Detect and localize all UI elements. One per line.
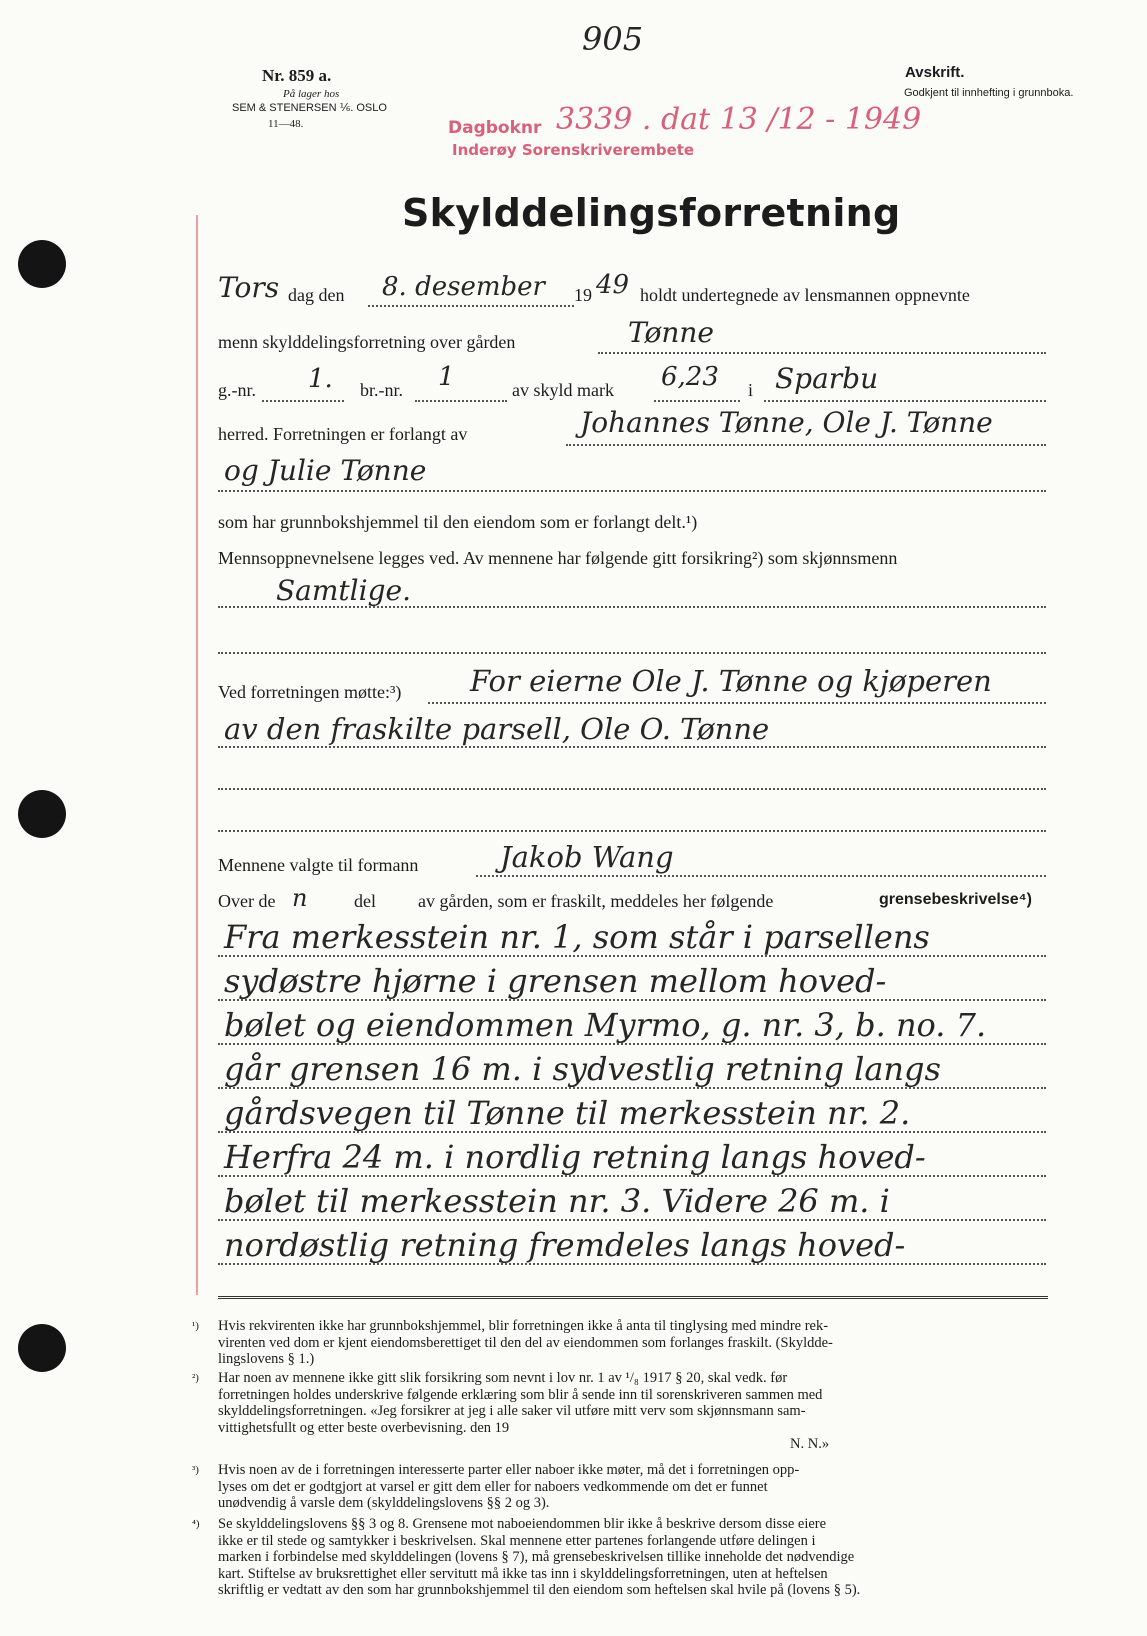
mote-handwritten-2: av den fraskilte parsell, Ole O. Tønne (224, 712, 770, 746)
footnote-2 (192, 1370, 1048, 1453)
footnote-2-line-4: vittighetsfullt og etter beste overbevisning. den 19 (218, 1419, 510, 1436)
printer-line-1: På lager hos (283, 88, 340, 100)
gnr-handwritten: 1. (308, 364, 333, 394)
requesters-handwritten-2: og Julie Tønne (224, 454, 427, 487)
year-prefix: 19 (574, 285, 592, 305)
dag-den-label: dag den (288, 285, 345, 305)
requesters-dotted-line-2 (218, 490, 1046, 492)
gnr-label: g.-nr. (218, 380, 256, 400)
brnr-label: br.-nr. (360, 380, 403, 400)
footnote-4-line-4: kart. Stiftelse av bruksrettighet eller servitutt må ikke tas inn i skylddelingsforretningen, uten at heftelsen (218, 1565, 828, 1582)
avskrift-label: Avskrift. (905, 64, 965, 81)
boundary-text-3: bølet og eiendommen Myrmo, g. nr. 3, b. no. 7. (224, 1006, 987, 1044)
boundary-text-6: Herfra 24 m. i nordlig retning langs hoved- (224, 1138, 926, 1176)
mote-dotted-line-2 (218, 746, 1046, 748)
footnote-3-line-3: unødvendig å varsle dem (skylddelingslovens §§ 2 og 3). (218, 1495, 550, 1511)
footnote-2-line-3: skylddelingsforretningen. «Jeg forsikrer at jeg i alle saker vil utføre mitt verv som skjønnsmann sam- (218, 1403, 806, 1419)
brnr-handwritten: 1 (438, 362, 455, 392)
footnote-4 (192, 1516, 1048, 1599)
formann-handwritten: Jakob Wang (500, 840, 674, 874)
farm-dotted-line (598, 352, 1046, 354)
blank-dotted-line-3 (218, 830, 1046, 832)
boundary-text-2: sydøstre hjørne i grensen mellom hoved- (224, 962, 887, 1000)
boundary-text-1: Fra merkesstein nr. 1, som står i parsellens (224, 918, 930, 956)
date-dotted-line (368, 305, 574, 307)
footnote-3 (192, 1462, 1048, 1512)
stamp-diary-label: Dagboknr (448, 118, 542, 138)
footnote-4-line-3: marken i forbindelse med skylddelingen (lovens § 7), må grensebeskrivelsen tillike inneholde det nødvendige (218, 1549, 855, 1565)
mote-dotted-line (428, 702, 1046, 704)
footnote-4-line-2: ikke er til stede og samtykker i beskrivelsen. Skal mennene etter partenes forlangende utføre delingen i (218, 1532, 816, 1549)
requesters-handwritten-1: Johannes Tønne, Ole J. Tønne (580, 406, 993, 439)
footnote-1 (192, 1318, 1048, 1368)
binder-hole-top (18, 240, 66, 288)
skyld-dotted-line (654, 400, 740, 402)
binder-hole-bottom (18, 1324, 66, 1372)
boundary-text-7: bølet til merkesstein nr. 3. Videre 26 m. i (224, 1182, 890, 1220)
form-number: Nr. 859 a. (262, 66, 332, 85)
boundary-text-5: gårdsvegen til Tønne til merkesstein nr. 2. (224, 1094, 911, 1132)
mote-text: Ved forretningen møtte:³) (218, 682, 402, 702)
menn-text: menn skylddelingsforretning over gården (218, 332, 516, 352)
footnote-1-line-2: virenten ved dom er kjent eiendomsberettiget til den del av eiendommen som forlanges fraskilt. (Skyldde- (218, 1334, 833, 1351)
approved-note: Godkjent til innhefting i grunnboka. (904, 87, 1074, 99)
skyld-label: av skyld mark (512, 380, 614, 400)
weekday-handwritten: Tors (218, 271, 280, 304)
hjemmel-text: som har grunnbokshjemmel til den eiendom som er forlangt delt.¹) (218, 512, 698, 532)
fraskilt-text: av gården, som er fraskilt, meddeles her følgende (418, 891, 774, 911)
skyld-handwritten: 6,23 (661, 362, 719, 392)
farm-name-handwritten: Tønne (628, 316, 714, 349)
date-handwritten: 8. desember (382, 272, 545, 302)
footnote-3-line-2: lyses om det er godtgjort at varsel er gitt dem eller for naboers vedkommende om det er funnet (218, 1478, 768, 1495)
binder-hole-middle (18, 790, 66, 838)
herred-dotted-line (764, 400, 1046, 402)
printer-line-2: SEM & STENERSEN ⅙. OSLO (232, 102, 387, 114)
printer-line-3: 11—48. (268, 118, 304, 130)
footnote-4-number: ⁴) (192, 1518, 200, 1530)
footnote-3-line-1: Hvis noen av de i forretningen interesserte parter eller naboer ikke møter, må det i forretningen opp- (218, 1462, 800, 1478)
footnote-2-signature: N. N.» (790, 1436, 830, 1452)
year-handwritten: 49 (596, 270, 630, 300)
stamp-office: Inderøy Sorenskriverembete (452, 141, 695, 159)
footnote-4-line-1: Se skylddelingslovens §§ 3 og 8. Grensene mot naboeiendommen blir ikke å beskrive dersom disse eiere (218, 1516, 827, 1532)
i-label: i (748, 380, 754, 400)
boundary-text-8: nordøstlig retning fremdeles langs hoved- (224, 1226, 906, 1264)
blank-dotted-line-1 (218, 652, 1046, 654)
herred-handwritten: Sparbu (775, 362, 879, 395)
holdt-text: holdt undertegnede av lensmannen oppnevnte (640, 285, 970, 305)
formann-dotted-line (476, 875, 1046, 877)
footnote-2-line-1: Har noen av mennene ikke gitt slik forsikring som nevnt i lov nr. 1 av ¹/₈ 1917 § 20, skal vedk. før (218, 1370, 788, 1386)
requesters-dotted-line (566, 444, 1046, 446)
footnote-1-number: ¹) (192, 1320, 199, 1332)
footnote-1-line-3: lingslovens § 1.) (218, 1351, 315, 1367)
stamp-diary-number-handwritten: 3339 . dat 13 /12 - 1949 (556, 102, 922, 137)
margin-line (196, 215, 198, 1295)
over-den-text: Over de (218, 891, 276, 911)
footnote-rule (218, 1296, 1048, 1299)
footnote-1-line-1: Hvis rekvirenten ikke har grunnbokshjemmel, blir forretningen ikke å anta til tinglysing med mindre rek- (218, 1318, 829, 1334)
brnr-dotted-line (415, 400, 507, 402)
footnote-3-number: ³) (192, 1464, 199, 1476)
mote-handwritten-1: For eierne Ole J. Tønne og kjøperen (470, 664, 992, 698)
blank-dotted-line-2 (218, 788, 1046, 790)
herred-text: herred. Forretningen er forlangt av (218, 424, 468, 444)
page-number-handwritten: 905 (582, 20, 644, 58)
samtlige-handwritten: Samtlige. (276, 574, 411, 607)
gnr-dotted-line (262, 400, 344, 402)
footnote-2-number: ²) (192, 1372, 199, 1384)
mennsoppnevnelse-text: Mennsoppnevnelsene legges ved. Av mennene har følgende gitt forsikring²) som skjønnsmenn (218, 548, 898, 568)
formann-text: Mennene valgte til formann (218, 855, 419, 875)
over-den-handwritten: n (292, 884, 308, 912)
page-title: Skylddelingsforretning (402, 191, 901, 235)
footnote-4-line-5: skriftlig er vedtatt av den som har grunnbokshjemmel til den eiendom som heftelsen skal hvile på (lovens § 5). (218, 1582, 861, 1598)
footnote-2-line-2: forretningen holdes underskrive følgende erklæring som blir å sende inn til sorenskriveren sammen med (218, 1386, 823, 1403)
boundary-text-4: går grensen 16 m. i sydvestlig retning langs (224, 1050, 941, 1088)
grensebeskrivelse-label: grensebeskrivelse⁴) (879, 891, 1032, 908)
del-text: del (354, 891, 376, 911)
